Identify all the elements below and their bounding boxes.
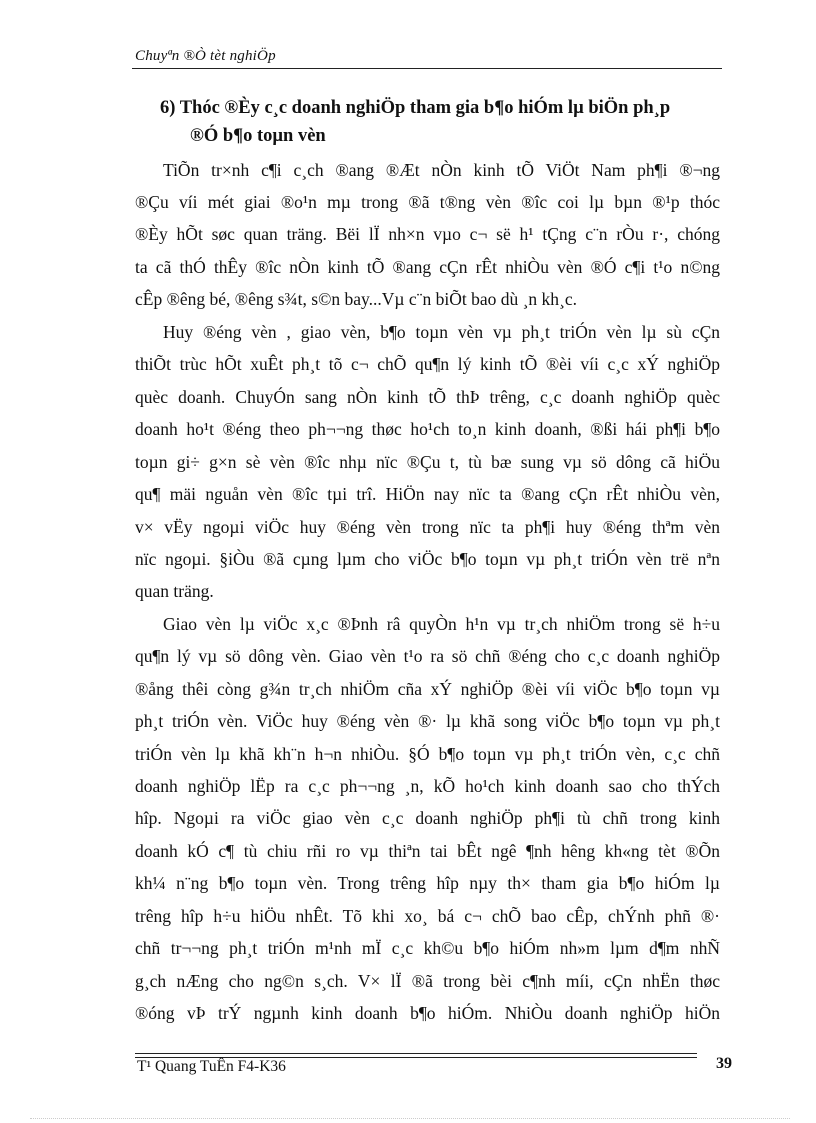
body-line: ta cã thÓ thÊy ®îc nÒn kinh tÕ ®ang cÇn rÊt nhiÒu vèn ®Ó c¶i t¹o n©ng xyxy=(135,257,720,277)
body-line: g¸ch nÆng cho ng©n s¸ch. V× lÏ ®ã trong bèi c¶nh míi, cÇn nhËn thøc xyxy=(135,971,720,991)
body-line: kh¼ n¨ng b¶o toµn vèn. Trong trêng hîp nµy th× tham gia b¶o hiÓm lµ xyxy=(135,873,720,893)
body-line: ®Èy hÕt søc quan träng. Bëi lÏ nh×n vµo c¬ së h¹ tÇng c¨n rÒu r·, chóng xyxy=(135,224,720,244)
body-line: quan träng. xyxy=(135,581,214,601)
body-line: cÊp ®êng bé, ®êng s¾t, s©n bay...Vµ c¨n biÕt bao dù ¸n kh¸c. xyxy=(135,289,578,309)
body-line: triÓn vèn lµ khã kh¨n h¬n nhiÒu. §Ó b¶o toµn vµ ph¸t triÓn vèn, c¸c chñ xyxy=(135,744,720,764)
body-line: trêng hîp h÷u hiÖu nhÊt. Tõ khi xo¸ bá c¬ chÕ bao cÊp, chÝnh phñ ®· xyxy=(135,906,720,926)
header-rule xyxy=(132,68,722,69)
body-line: qu¶ mäi nguån vèn ®îc tµi trî. HiÖn nay nïc ta ®ang cÇn rÊt nhiÒu vèn, xyxy=(135,484,720,504)
body-line: ®ång thêi còng g¾n tr¸ch nhiÖm cña xÝ nghiÖp ®èi víi viÖc b¶o toµn vµ xyxy=(135,679,720,699)
page-number: 39 xyxy=(716,1055,732,1072)
footer-rule xyxy=(135,1053,697,1054)
footer-author: T¹ Quang TuÊn F4-K36 xyxy=(137,1058,286,1075)
body-line: Huy ®éng vèn , giao vèn, b¶o toµn vèn vµ ph¸t triÓn vèn lµ sù cÇn xyxy=(163,322,720,342)
page-edge-dots xyxy=(30,1118,790,1119)
body-line: quèc doanh. ChuyÓn sang nÒn kinh tÕ thÞ trêng, c¸c doanh nghiÖp quèc xyxy=(135,387,720,407)
body-line: thiÕt trùc hÕt xuÊt ph¸t tõ c¬ chÕ qu¶n lý kinh tÕ ®èi víi c¸c xÝ nghiÖp xyxy=(135,354,720,374)
body-line: TiÕn tr×nh c¶i c¸ch ®ang ®Æt nÒn kinh tÕ ViÖt Nam ph¶i ®¬ng xyxy=(163,160,720,180)
body-line: ph¸t triÓn vèn. ViÖc huy ®éng vèn ®· lµ khã song viÖc b¶o toµn vµ ph¸t xyxy=(135,711,720,731)
body-line: doanh nghiÖp lËp ra c¸c ph¬¬ng ¸n, kÕ ho¹ch kinh doanh sao cho thÝch xyxy=(135,776,720,796)
body-line: nïc ngoµi. §iÒu ®ã cµng lµm cho viÖc b¶o toµn vµ ph¸t triÓn vèn trë nªn xyxy=(135,549,720,569)
body-line: qu¶n lý vµ sö dông vèn. Giao vèn t¹o ra sö chñ ®éng cho c¸c doanh nghiÖp xyxy=(135,646,720,666)
running-header: Chuyªn ®Ò tèt nghiÖp xyxy=(135,48,276,64)
body-line: ®óng vÞ trÝ ngµnh kinh doanh b¶o hiÓm. NhiÒu doanh nghiÖp hiÖn xyxy=(135,1003,720,1023)
section-heading-line-1: 6) Thóc ®Èy c¸c doanh nghiÖp tham gia b¶o hiÓm lµ biÖn ph¸p xyxy=(160,98,671,118)
body-line: ®Çu víi mét giai ®o¹n mµ trong ®ã t®ng vèn ®îc coi lµ bµn ®¹p thóc xyxy=(135,192,720,212)
body-line: v× vËy ngoµi viÖc huy ®éng vèn trong nïc ta ph¶i huy ®éng thªm vèn xyxy=(135,517,720,537)
section-heading-line-2: ®Ó b¶o toµn vèn xyxy=(190,126,326,146)
body-line: chñ tr¬¬ng ph¸t triÓn m¹nh mÏ c¸c kh©u b¶o hiÓm nh»m lµm d¶m nhÑ xyxy=(135,938,720,958)
body-line: toµn gi÷ g×n sè vèn ®îc nhµ nïc ®Çu t, tù bæ sung vµ sö dông cã hiÖu xyxy=(135,452,720,472)
body-line: Giao vèn lµ viÖc x¸c ®Þnh râ quyÒn h¹n vµ tr¸ch nhiÖm trong së h÷u xyxy=(163,614,720,634)
body-line: doanh kÓ c¶ tù chiu rñi ro vµ thiªn tai bÊt ngê ¶nh hêng kh«ng tèt ®Õn xyxy=(135,841,720,861)
body-line: hîp. Ngoµi ra viÖc giao vèn c¸c doanh nghiÖp ph¶i tù chñ trong kinh xyxy=(135,808,720,828)
body-line: doanh ho¹t ®éng theo ph¬¬ng thøc ho¹ch to¸n kinh doanh, ®ßi hái ph¶i b¶o xyxy=(135,419,720,439)
